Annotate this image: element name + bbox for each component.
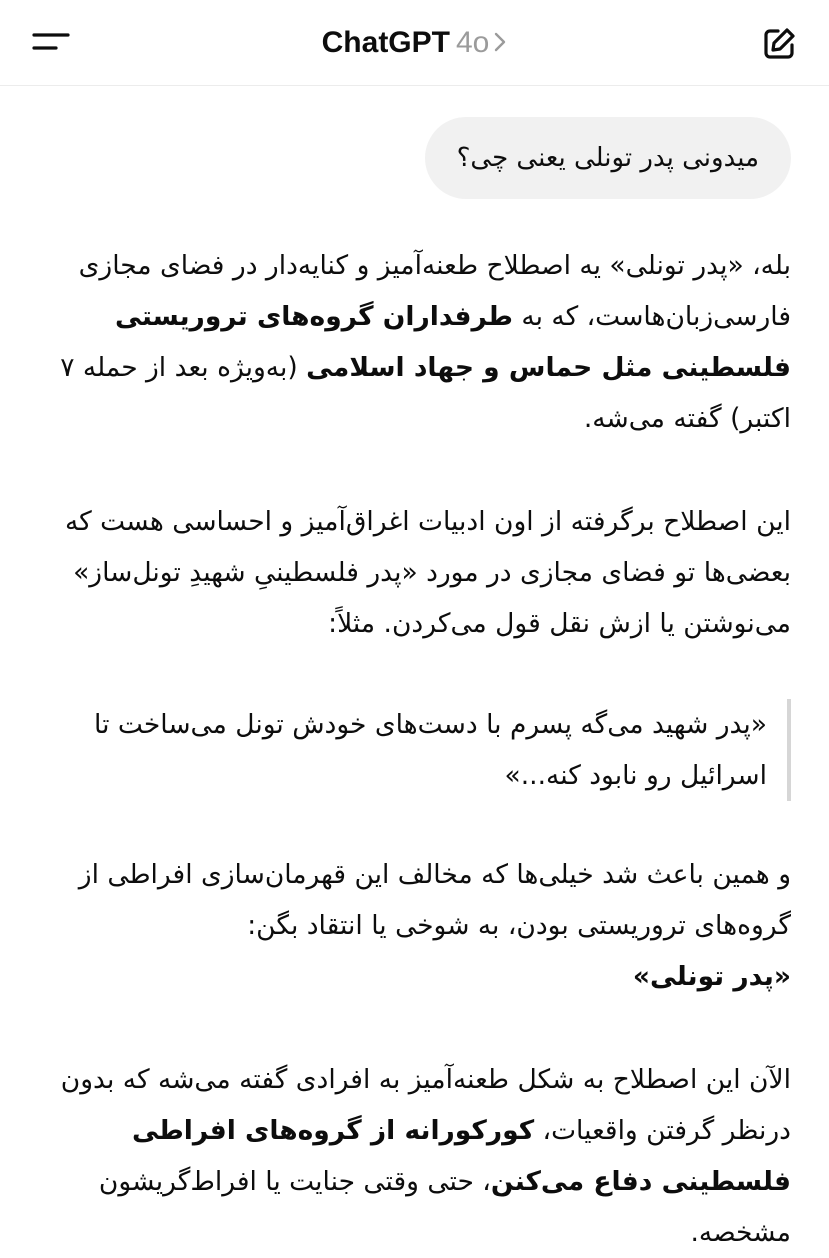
chevron-right-icon (493, 31, 507, 53)
p3-text-a: و همین باعث شد خیلی‌ها که مخالف این قهرمان‌سازی افراطی از گروه‌های تروریستی بودن، به شوخی یا انتقاد بگن: (78, 859, 791, 941)
top-bar (0, 0, 829, 86)
assistant-response (38, 240, 791, 1258)
p4-text-c: ، حتی وقتی جنایت یا افراط‌گریشون مشخصه. (98, 1166, 791, 1248)
response-paragraph-2: این اصطلاح برگرفته از اون ادبیات اغراق‌آمیز و احساسی هست که بعضی‌ها تو فضای مجازی در مورد «پدر فلسطینیِ شهیدِ تونل‌ساز» می‌نوشتن یا ازش نقل قول می‌کردن. مثلاً: (64, 506, 791, 639)
new-chat-button[interactable] (759, 24, 799, 64)
model-selector[interactable] (0, 22, 829, 64)
response-paragraph-4 (38, 1054, 791, 1258)
model-name: 4o (455, 26, 490, 59)
p3-bold-text: «پدر تونلی» (632, 961, 791, 992)
new-chat-edit-icon (759, 24, 799, 64)
p1-text-c: (به‌ویژه بعد از حمله ۷ اکتبر) گفته می‌شه. (60, 352, 791, 434)
p1-text-a: بله، «پدر تونلی» یه اصطلاح طعنه‌آمیز و کنایه‌دار در فضای مجازی فارسی‌زبان‌هاست، که به (78, 250, 791, 332)
p4-text-a: الآن این اصطلاح به شکل طعنه‌آمیز به افرادی گفته می‌شه که بدون درنظر گرفتن واقعیات، (60, 1064, 791, 1146)
response-paragraph-1 (38, 240, 791, 444)
blockquote (38, 699, 791, 801)
user-message-bubble (425, 117, 791, 199)
quote-text: «پدر شهید می‌گه پسرم با دست‌های خودش تونل می‌ساخت تا اسرائیل رو نابود کنه...» (94, 709, 767, 791)
p1-bold-text: طرفداران گروه‌های تروریستی فلسطینی مثل حماس و جهاد اسلامی (115, 301, 791, 383)
app-title: ChatGPT (321, 26, 450, 59)
p4-bold-text: کورکورانه از گروه‌های افراطی فلسطینی دفاع می‌کنن (132, 1115, 791, 1197)
user-message-text: میدونی پدر تونلی یعنی چی؟ (456, 143, 759, 173)
response-paragraph-3 (38, 849, 791, 1002)
